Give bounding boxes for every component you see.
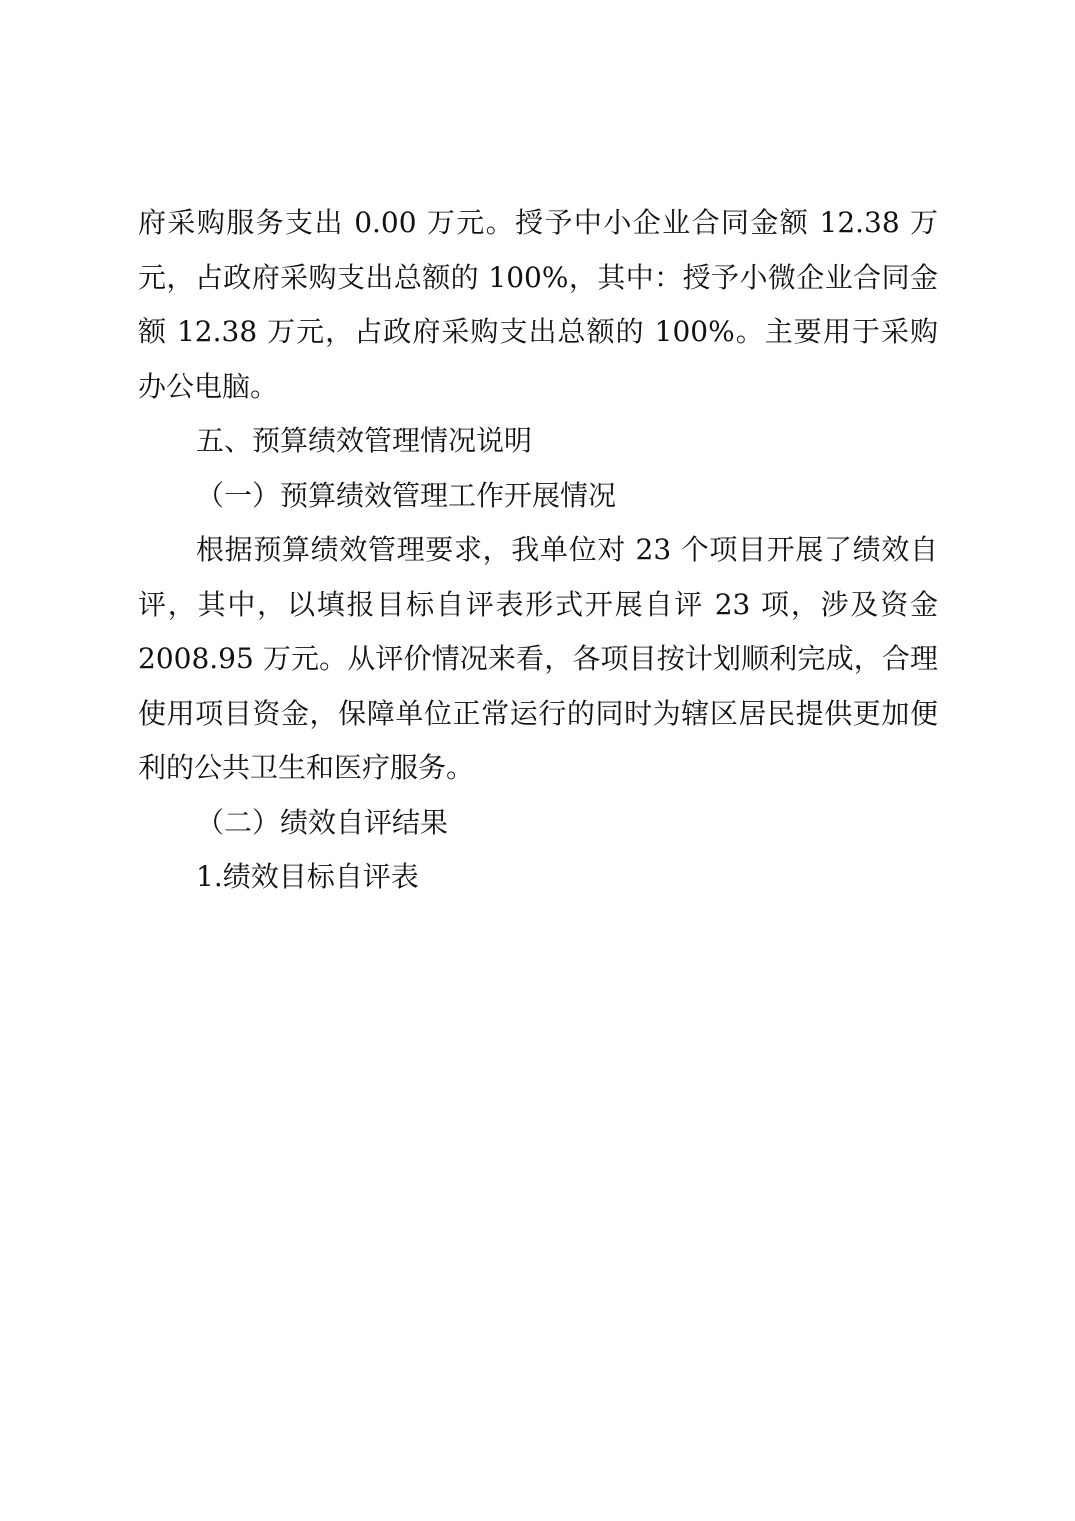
item-1-heading: 1.绩效目标自评表: [196, 860, 419, 893]
subsection-2-heading: （二）绩效自评结果: [196, 805, 449, 839]
subsection-1-heading: （一）预算绩效管理工作开展情况: [196, 478, 617, 512]
document-body: [138, 196, 938, 905]
section-5-heading: 五、预算绩效管理情况说明: [196, 424, 533, 457]
procurement-paragraph: 府采购服务支出 0.00 万元。授予中小企业合同金额 12.38 万元，占政府采购支出总额的 100%，其中：授予小微企业合同金额 12.38 万元，占政府采购支出总额的 100%。主要用于采购办公电脑。: [138, 206, 938, 403]
performance-paragraph: 根据预算绩效管理要求，我单位对 23 个项目开展了绩效自评，其中，以填报目标自评表形式开展自评 23 项，涉及资金 2008.95 万元。从评价情况来看，各项目按计划顺利完成，合理使用项目资金，保障单位正常运行的同时为辖区居民提供更加便利的公共卫生和医疗服务。: [138, 533, 938, 784]
